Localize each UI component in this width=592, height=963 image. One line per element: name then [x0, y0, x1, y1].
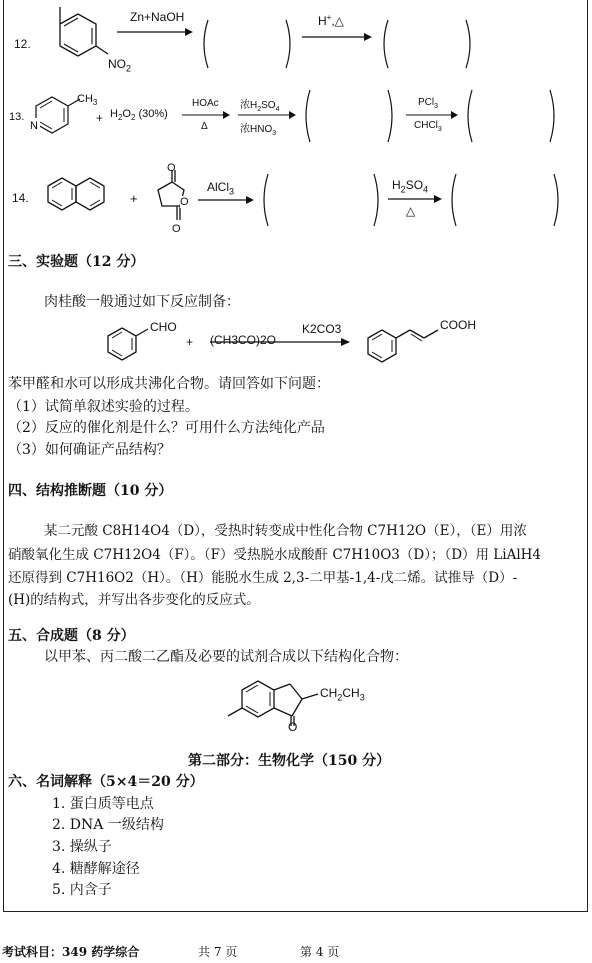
- heat-label: △: [406, 204, 416, 218]
- question-item: （3）如何确证产品结构？: [8, 442, 171, 458]
- oxygen-label: O: [288, 720, 298, 734]
- question-number: 13.: [9, 111, 25, 123]
- answer-blank-parentheses: [446, 172, 566, 228]
- reaction-arrow: [404, 110, 460, 120]
- paragraph-line: 还原得到 C7H16O2（H）。（H）能脱水生成 2,3-二甲基-1,4-戊二烯。试推导（D）-: [8, 570, 518, 586]
- reaction-arrow: [236, 110, 298, 120]
- paragraph-line: (H)的结构式，并写出各步变化的反应式。: [8, 592, 260, 608]
- hydrogen-peroxide-label: $H_2O_2$ (30%): [110, 108, 168, 123]
- answer-blank-parentheses: [258, 172, 386, 228]
- list-item: 3. 操纵子: [52, 839, 112, 855]
- methyl-label: $CH_3$: [77, 93, 98, 108]
- part-title: 第二部分：生物化学（150 分）: [188, 753, 391, 769]
- answer-blank-parentheses: [198, 18, 298, 70]
- hoac-label: HOAc: [192, 98, 219, 109]
- plus-sign: +: [130, 191, 138, 206]
- indanone-structure: [220, 672, 340, 742]
- oxygen-label: O: [172, 223, 181, 235]
- acetic-anhydride-label: (CH3CO)2O: [210, 333, 277, 347]
- nitro-group-label: $NO_2$: [108, 57, 132, 74]
- reaction-arrow: [180, 110, 232, 120]
- h2so4-label: $H_2SO_4$: [392, 178, 429, 195]
- plus-sign: +: [186, 335, 194, 349]
- svg-text:N: N: [30, 120, 38, 132]
- answer-blank-parentheses: [300, 88, 400, 144]
- naphthalene-structure: [40, 172, 120, 222]
- alcl3-label: AlCl$_3$: [207, 180, 235, 197]
- list-item: 1. 蛋白质等电点: [52, 796, 154, 812]
- carboxyl-label: COOH: [440, 318, 476, 332]
- acid-heat-label: H+,△: [318, 13, 344, 28]
- list-item: 5. 内含子: [52, 882, 112, 898]
- question-item: （1）试简单叙述实验的过程。: [8, 399, 199, 415]
- section-heading: 六、名词解释（5×4＝20 分）: [8, 774, 204, 790]
- oxygen-label: O: [180, 196, 189, 208]
- k2co3-label: K2CO3: [302, 322, 342, 336]
- paragraph-line: 某二元酸 C8H14O4（D），受热时转变成中性化合物 C7H12O（E），（E）用浓: [44, 523, 527, 539]
- heat-label: Δ: [201, 121, 208, 132]
- question-item: （2）反应的催化剂是什么？可用什么方法纯化产品: [8, 420, 325, 436]
- conc-sulfuric-acid-label: 浓$H_2SO_4$: [240, 100, 280, 113]
- section-heading: 三、实验题（12 分）: [8, 254, 145, 270]
- paragraph: 肉桂酸一般通过如下反应制备：: [44, 294, 240, 310]
- plus-sign: +: [96, 111, 104, 125]
- paragraph: 苯甲醛和水可以形成共沸化合物。请回答如下问题：: [8, 376, 330, 392]
- question-number: 14.: [12, 191, 29, 205]
- section-heading: 四、结构推断题（10 分）: [8, 483, 173, 499]
- question-number: 12.: [14, 37, 31, 51]
- conc-nitric-acid-label: 浓$HNO_3$: [240, 124, 277, 137]
- answer-blank-parentheses: [378, 18, 478, 70]
- list-item: 2. DNA 一级结构: [52, 817, 164, 833]
- reaction-arrow: [115, 26, 195, 38]
- section-heading: 五、合成题（8 分）: [8, 628, 135, 644]
- answer-blank-parentheses: [462, 88, 562, 144]
- oxygen-label: O: [167, 162, 176, 174]
- footer-subject: 考试科目：349 药学综合: [2, 945, 140, 959]
- chcl3-label: CHCl$_3$: [414, 120, 442, 133]
- footer-total-pages: 共 7 页: [198, 945, 238, 959]
- reagent-label: Zn+NaOH: [130, 10, 185, 24]
- reaction-arrow: [196, 194, 256, 206]
- list-item: 4. 糖酵解途径: [52, 861, 140, 877]
- aldehyde-label: CHO: [150, 320, 177, 334]
- paragraph: 以甲苯、丙二酸二乙酯及必要的试剂合成以下结构化合物：: [44, 649, 408, 665]
- pcl3-label: PCl$_3$: [418, 97, 439, 110]
- ethyl-label: $CH_2CH_3$: [320, 686, 365, 703]
- paragraph-line: 硝酸氧化生成 C7H12O4（F）。（F）受热脱水成酸酐 C7H10O3（D）；（D）用 LiAlH4: [8, 547, 542, 563]
- reaction-arrow: [300, 31, 374, 43]
- footer-page-number: 第 4 页: [300, 945, 340, 959]
